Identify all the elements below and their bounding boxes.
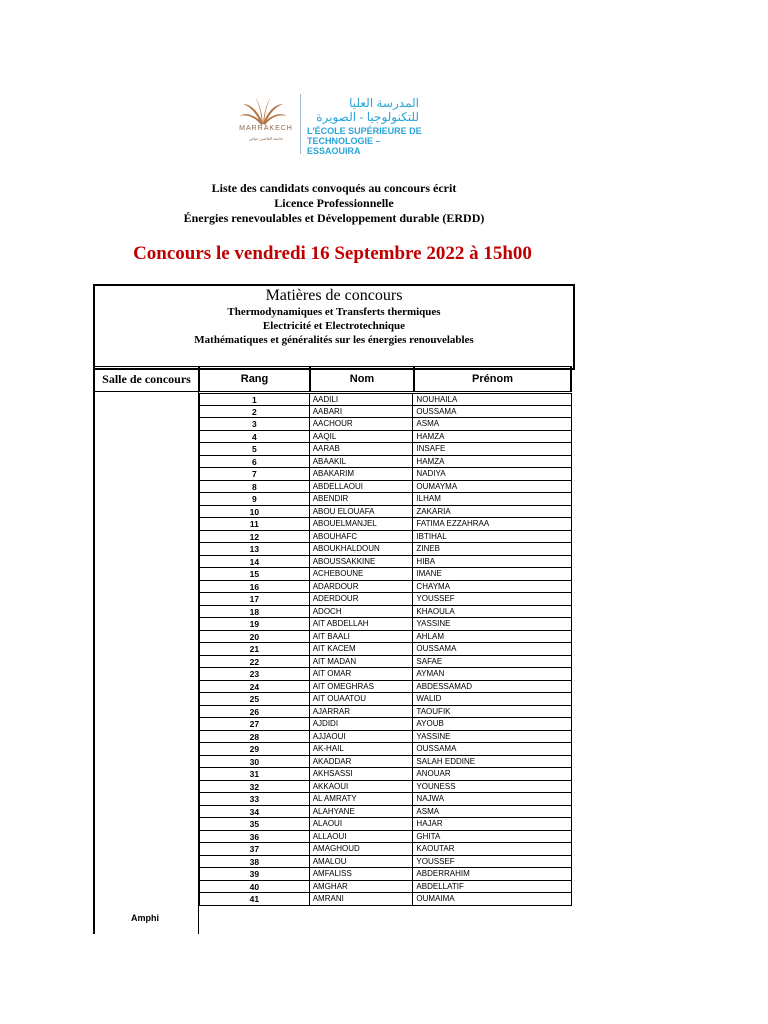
prenom-cell: AYMAN (416, 669, 445, 678)
prenom-cell: HAJAR (416, 819, 443, 828)
rang-cell: 6 (199, 456, 310, 468)
prenom-cell: ZINEB (416, 544, 440, 553)
prenom-cell: CHAYMA (416, 581, 451, 591)
document-header (100, 181, 568, 226)
rang-cell: 27 (199, 718, 310, 730)
table-row (199, 481, 572, 494)
table-row (199, 656, 572, 669)
rang-cell: 19 (199, 618, 310, 630)
table-row (199, 668, 572, 681)
rang-cell: 10 (199, 506, 310, 518)
rang-cell: 16 (199, 581, 310, 593)
prenom-cell: FATIMA EZZAHRAA (416, 519, 490, 528)
rang-cell: 17 (199, 593, 310, 605)
logo-french-text (307, 126, 423, 156)
logo-french-line1: L'ÉCOLE SUPÉRIEURE DE (307, 126, 422, 136)
rang-cell: 22 (199, 656, 310, 668)
logo-french-line2: TECHNOLOGIE – ESSAOUIRA (307, 136, 381, 156)
rang-cell: 14 (199, 556, 310, 568)
table-row (199, 393, 572, 406)
prenom-cell: HAMZA (416, 456, 445, 466)
prenom-cell: ABDESSAMAD (416, 681, 472, 691)
rang-cell: 32 (199, 781, 310, 793)
rang-cell: 13 (199, 543, 310, 555)
table-row (199, 606, 572, 619)
rang-cell: 2 (199, 406, 310, 418)
table-row (199, 718, 572, 731)
rang-cell: 30 (199, 756, 310, 768)
logo-separator (300, 94, 301, 154)
prenom-cell: ASMA (416, 806, 440, 816)
rang-cell: 23 (199, 668, 310, 680)
rang-cell: 18 (199, 606, 310, 618)
prenom-cell: ABDERRAHIM (416, 869, 470, 878)
prenom-cell: AYOUB (416, 719, 444, 728)
nom-cell: AIT MADAN (310, 656, 414, 668)
rang-cell: 11 (199, 518, 310, 530)
table-row (199, 543, 572, 556)
nom-cell: AKHSASSI (310, 768, 414, 780)
matieres-box (93, 284, 575, 370)
rang-cell: 15 (199, 568, 310, 580)
nom-cell: ABDELLAOUI (310, 481, 414, 493)
rang-cell: 7 (199, 468, 310, 480)
table-row (199, 406, 572, 419)
nom-cell: AABARI (310, 406, 414, 418)
nom-cell: ALAOUI (310, 818, 414, 830)
rang-cell: 31 (199, 768, 310, 780)
prenom-cell: AHLAM (416, 631, 444, 641)
prenom-cell: NOUHAILA (416, 395, 458, 404)
prenom-cell: IBTIHAL (416, 531, 447, 541)
table-row (199, 843, 572, 856)
rang-cell: 8 (199, 481, 310, 493)
prenom-cell: IMANE (416, 569, 442, 578)
rang-cell: 28 (199, 731, 310, 743)
salle-column (93, 392, 199, 934)
nom-cell: ABENDIR (310, 493, 414, 505)
nom-cell: ABOUSSAKKINE (310, 556, 414, 568)
nom-cell: AMGHAR (310, 881, 414, 893)
prenom-cell: INSAFE (416, 444, 446, 453)
table-row (199, 818, 572, 831)
column-header-salle: Salle de concours (93, 366, 199, 392)
nom-cell: ABOUHAFC (310, 531, 414, 543)
prenom-cell: YOUNESS (416, 781, 456, 791)
palm-emblem-icon (237, 94, 289, 154)
prenom-cell: OUMAIMA (416, 894, 455, 903)
rang-cell: 26 (199, 706, 310, 718)
rang-cell: 9 (199, 493, 310, 505)
prenom-cell: YASSINE (416, 619, 451, 628)
rang-cell: 21 (199, 643, 310, 655)
nom-cell: AIT OMEGHRAS (310, 681, 414, 693)
prenom-cell: OUSSAMA (416, 644, 457, 653)
rang-cell: 5 (199, 443, 310, 455)
rang-cell: 24 (199, 681, 310, 693)
prenom-cell: YOUSSEF (416, 856, 455, 866)
table-row (199, 706, 572, 719)
table-row (199, 781, 572, 794)
table-row (199, 593, 572, 606)
nom-cell: AACHOUR (310, 418, 414, 430)
prenom-cell: SAFAE (416, 656, 443, 666)
table-row (199, 856, 572, 869)
table-row (199, 443, 572, 456)
prenom-cell: YASSINE (416, 731, 451, 741)
table-row (199, 743, 572, 756)
prenom-cell: TAOUFIK (416, 706, 451, 716)
table-row (199, 793, 572, 806)
school-logo (229, 86, 425, 164)
table-row (199, 506, 572, 519)
rang-cell: 3 (199, 418, 310, 430)
rang-cell: 12 (199, 531, 310, 543)
rang-cell: 33 (199, 793, 310, 805)
prenom-cell: NAJWA (416, 794, 445, 803)
nom-cell: AMAGHOUD (310, 843, 414, 855)
prenom-cell: WALID (416, 694, 442, 703)
column-header-rang: Rang (199, 366, 310, 392)
table-row (199, 643, 572, 656)
nom-cell: AMALOU (310, 856, 414, 868)
nom-cell: AADILI (310, 394, 414, 405)
matiere-item: Mathématiques et généralités sur les énergies renouvelables (194, 334, 474, 346)
table-row (199, 618, 572, 631)
table-row (199, 806, 572, 819)
matiere-item: Electricité et Electrotechnique (262, 320, 406, 332)
concours-date: Concours le vendredi 16 Septembre 2022 à 15h00 (133, 243, 532, 264)
nom-cell: AARAB (310, 443, 414, 455)
table-row (199, 556, 572, 569)
table-row (199, 531, 572, 544)
rang-cell: 35 (199, 818, 310, 830)
prenom-cell: ILHAM (416, 494, 441, 503)
nom-cell: ABOUKHALDOUN (310, 543, 414, 555)
nom-cell: AK-HAIL (310, 743, 414, 755)
nom-cell: ADERDOUR (310, 593, 414, 605)
nom-cell: AJDIDI (310, 718, 414, 730)
nom-cell: AJARRAR (310, 706, 414, 718)
rang-cell: 34 (199, 806, 310, 818)
nom-cell: AIT KACEM (310, 643, 414, 655)
table-row (199, 868, 572, 881)
prenom-cell: HIBA (416, 556, 436, 566)
prenom-cell: OUSSAMA (416, 744, 457, 753)
prenom-cell: ZAKARIA (416, 506, 451, 516)
header-line-3: Énergies renevoulables et Développement durable (ERDD) (183, 211, 485, 225)
nom-cell: ABAAKIL (310, 456, 414, 468)
header-line-1: Liste des candidats convoqués au concours écrit (211, 181, 457, 195)
rang-cell: 25 (199, 693, 310, 705)
table-row (199, 568, 572, 581)
nom-cell: ADARDOUR (310, 581, 414, 593)
rang-cell: 20 (199, 631, 310, 643)
brand-name: MARRAKECH (239, 125, 293, 132)
nom-cell: AIT OUAATOU (310, 693, 414, 705)
nom-cell: AL AMRATY (310, 793, 414, 805)
nom-cell: ABOU ELOUAFA (310, 506, 414, 518)
rang-cell: 36 (199, 831, 310, 843)
nom-cell: AIT ABDELLAH (310, 618, 414, 630)
matieres-title: Matières de concours (265, 287, 403, 304)
table-row (199, 756, 572, 769)
nom-cell: ABOUELMANJEL (310, 518, 414, 530)
nom-cell: ALLAOUI (310, 831, 414, 843)
table-row (199, 731, 572, 744)
nom-cell: AKKAOUI (310, 781, 414, 793)
table-row (199, 681, 572, 694)
table-row (199, 693, 572, 706)
prenom-cell: OUSSAMA (416, 406, 457, 416)
prenom-cell: OUMAYMA (416, 481, 458, 491)
prenom-cell: ABDELLATIF (416, 881, 464, 891)
prenom-cell: NADIYA (416, 469, 446, 478)
rang-cell: 41 (199, 893, 310, 905)
table-row (199, 893, 572, 906)
brand-subtitle: جامعة القاضي عياض (248, 136, 284, 141)
prenom-cell: SALAH EDDINE (416, 756, 476, 766)
table-row (199, 881, 572, 894)
table-row (199, 631, 572, 644)
table-row (199, 581, 572, 594)
nom-cell: ALAHYANE (310, 806, 414, 818)
nom-cell: ADOCH (310, 606, 414, 618)
table-row (199, 456, 572, 469)
rang-cell: 29 (199, 743, 310, 755)
rang-cell: 39 (199, 868, 310, 880)
nom-cell: ACHEBOUNE (310, 568, 414, 580)
prenom-cell: ASMA (416, 419, 440, 428)
nom-cell: AIT BAALI (310, 631, 414, 643)
rang-cell: 1 (199, 394, 310, 405)
nom-cell: AJJAOUI (310, 731, 414, 743)
prenom-cell: YOUSSEF (416, 594, 455, 603)
candidates-table (199, 393, 572, 906)
logo-arabic-text: المدرسة العليا للتكنولوجيا - الصويرة (316, 96, 419, 124)
column-header-nom: Nom (310, 366, 414, 392)
prenom-cell: KAOUTAR (416, 844, 455, 853)
table-row (199, 468, 572, 481)
prenom-cell: GHITA (416, 831, 441, 841)
column-header-prenom: Prénom (414, 366, 572, 392)
nom-cell: ABAKARIM (310, 468, 414, 480)
table-row (199, 431, 572, 444)
table-row (199, 493, 572, 506)
prenom-cell: KHAOULA (416, 606, 455, 616)
rang-cell: 38 (199, 856, 310, 868)
nom-cell: AKADDAR (310, 756, 414, 768)
nom-cell: AIT OMAR (310, 668, 414, 680)
table-row (199, 518, 572, 531)
header-line-2: Licence Professionnelle (274, 196, 394, 210)
prenom-cell: HAMZA (416, 431, 445, 441)
rang-cell: 4 (199, 431, 310, 443)
nom-cell: AMRANI (310, 893, 414, 905)
table-row (199, 831, 572, 844)
rang-cell: 40 (199, 881, 310, 893)
matiere-item: Thermodynamiques et Transferts thermiques (227, 306, 441, 318)
table-row (199, 418, 572, 431)
nom-cell: AAQIL (310, 431, 414, 443)
prenom-cell: ANOUAR (416, 769, 451, 778)
salle-value: Amphi (131, 913, 159, 923)
rang-cell: 37 (199, 843, 310, 855)
table-row (199, 768, 572, 781)
nom-cell: AMFALISS (310, 868, 414, 880)
